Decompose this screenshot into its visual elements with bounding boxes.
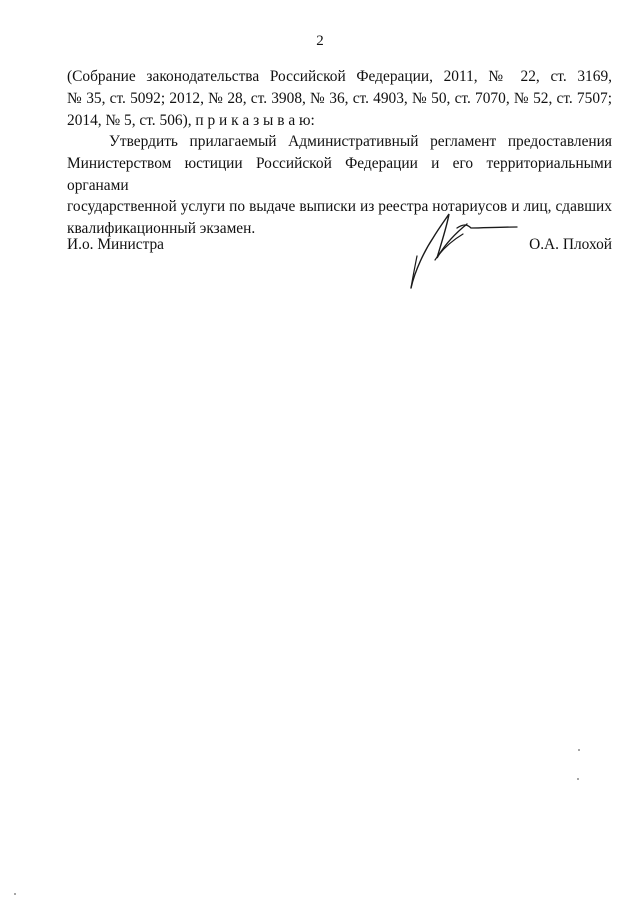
scan-speck	[578, 749, 580, 751]
text-line: Министерством юстиции Российской Федерации и его территориальными органами	[67, 154, 612, 194]
text-line: Утвердить прилагаемый Административный регламент предоставления	[109, 133, 612, 150]
paragraph-legal-references	[67, 66, 612, 131]
text-line: № 35, ст. 5092; 2012, № 28, ст. 3908, № 36, ст. 4903, № 50, ст. 7070, № 52, ст. 7507;	[67, 89, 612, 107]
signature-block	[67, 236, 612, 306]
text-line: (Собрание законодательства Российской Федерации, 2011, № 22, ст. 3169,	[67, 68, 612, 85]
page-number: 2	[316, 33, 324, 49]
text-line: квалификационный экзамен.	[67, 220, 256, 238]
handwritten-signature	[407, 210, 537, 290]
signer-name: О.А. Плохой	[529, 236, 612, 253]
signer-position: И.о. Министра	[67, 236, 165, 253]
text-line: государственной услуги по выдаче выписки из реестра нотариусов и лиц, сдавших	[67, 198, 612, 216]
text-line: 2014, № 5, ст. 506), п р и к а з ы в а ю:	[67, 111, 315, 129]
scan-speck	[14, 893, 16, 895]
scan-speck	[577, 778, 579, 780]
